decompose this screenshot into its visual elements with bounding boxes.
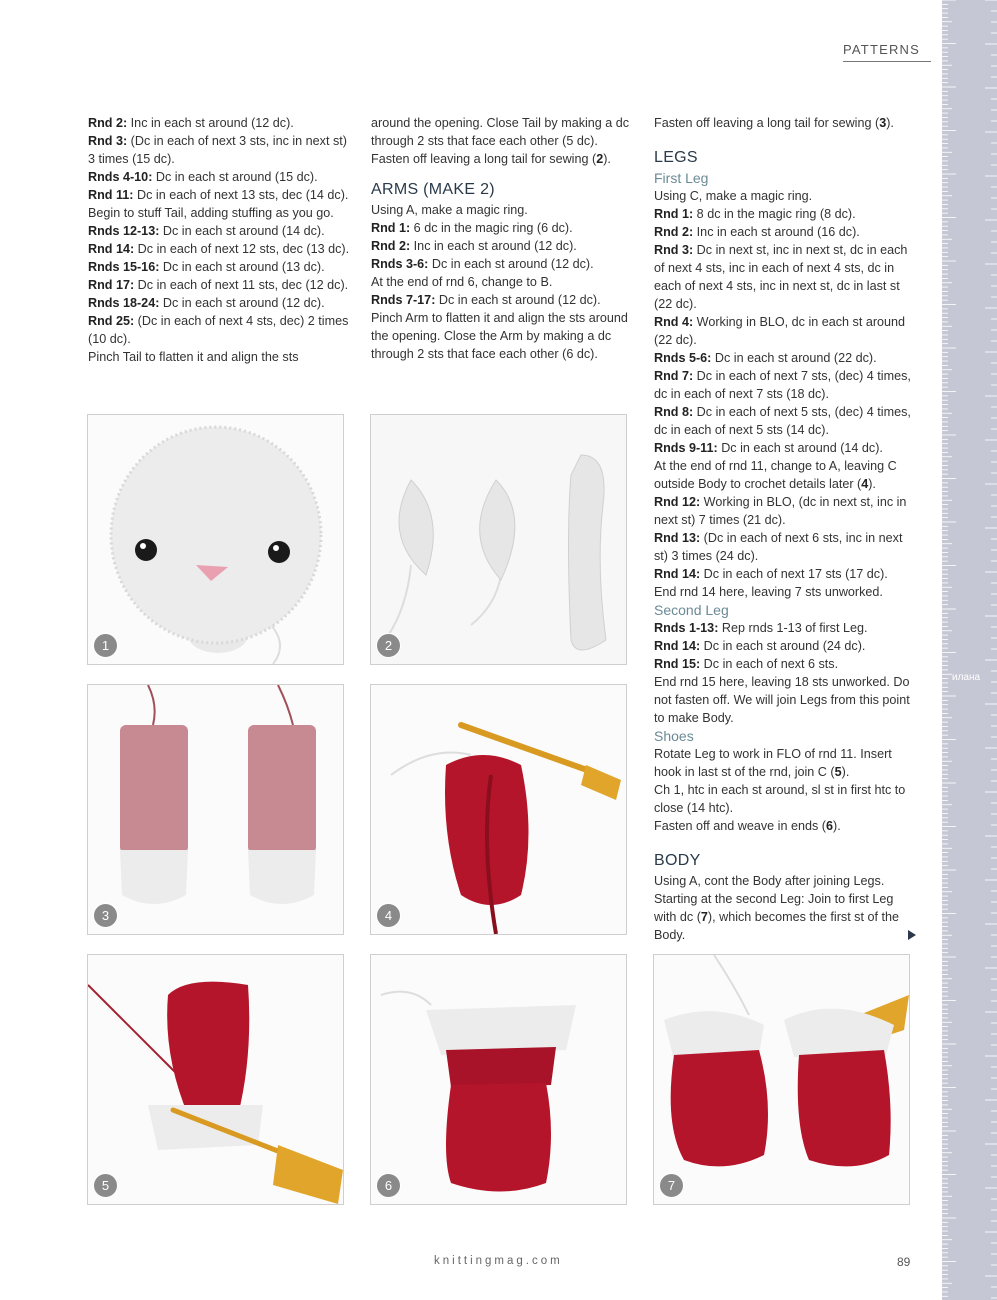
instruction-line: Rnd 14: Dc in each st around (24 dc). — [654, 639, 866, 653]
instruction-line: Rnds 5-6: Dc in each st around (22 dc). — [654, 351, 877, 365]
instruction-line: Rnds 9-11: Dc in each st around (14 dc). — [654, 441, 883, 455]
crochet-red-leg-image — [371, 685, 626, 934]
shoes-instructions — [654, 745, 916, 835]
instruction-line: Rnd 4: Working in BLO, dc in each st around (22 dc). — [654, 315, 906, 347]
second-leg-instructions — [654, 619, 916, 727]
instruction-line: Rnds 3-6: Dc in each st around (12 dc). — [371, 257, 594, 271]
photo-number: 7 — [659, 1173, 684, 1198]
instruction-line: Fasten off and weave in ends (6). — [654, 819, 841, 833]
instruction-line: Rnd 2: Inc in each st around (16 dc). — [654, 225, 860, 239]
instruction-line: Starting at the second Leg: Join to first Leg with dc (7), which becomes the first st of the Body. — [654, 890, 916, 944]
instruction-line: Rnds 7-17: Dc in each st around (12 dc). — [371, 293, 601, 307]
instruction-line: Rnd 17: Dc in each of next 11 sts, dec (12 dc). — [88, 278, 349, 292]
instruction-line: End rnd 15 here, leaving 18 sts unworked. Do not fasten off. We will join Legs from this point to make Body. — [654, 675, 910, 725]
second-leg-heading: Second Leg — [654, 602, 729, 618]
photo-number: 4 — [376, 903, 401, 928]
instruction-line: Using A, make a magic ring. — [371, 203, 528, 217]
ruler-side-text: илана — [952, 672, 981, 683]
photo-4-red-leg — [370, 684, 627, 935]
tail-fasten-text: Fasten off leaving a long tail for sewing (2). — [371, 152, 611, 166]
page-number: 89 — [897, 1255, 911, 1269]
instruction-line: Rnd 3: Dc in next st, inc in next st, dc in each of next 4 sts, inc in each of next 4 sts, dc in each of next 4 sts, inc in next st, dc in last st (22 dc). — [654, 243, 908, 311]
arms-instructions — [371, 201, 633, 363]
crochet-arms-image — [371, 415, 626, 664]
instruction-line: Rnd 25: (Dc in each of next 4 sts, dec) 2 times (10 dc). — [88, 314, 349, 346]
crochet-tails-image — [88, 685, 343, 934]
photo-5-shoe-start — [87, 954, 344, 1205]
fasten-text: Fasten off leaving a long tail for sewing (3). — [654, 116, 894, 130]
instruction-line: Rnds 18-24: Dc in each st around (12 dc). — [88, 296, 325, 310]
instruction-line: Rnd 8: Dc in each of next 5 sts, (dec) 4 times, dc in each of next 5 sts (14 dc). — [654, 405, 911, 437]
instruction-line: Rnds 15-16: Dc in each st around (13 dc). — [88, 260, 325, 274]
instruction-line: Rnd 14: Dc in each of next 17 sts (17 dc). — [654, 567, 888, 581]
instruction-line: Rnd 7: Dc in each of next 7 sts, (dec) 4 times, dc in each of next 7 sts (18 dc). — [654, 369, 911, 401]
photo-3-tails — [87, 684, 344, 935]
column-2 — [371, 114, 633, 363]
first-leg-instructions — [654, 187, 916, 601]
instruction-line: Rnds 4-10: Dc in each st around (15 dc). — [88, 170, 318, 184]
photo-number: 2 — [376, 633, 401, 658]
instruction-line: Rnd 1: 6 dc in the magic ring (6 dc). — [371, 221, 573, 235]
instruction-line: End rnd 14 here, leaving 7 sts unworked. — [654, 585, 883, 599]
legs-heading: LEGS — [654, 149, 698, 166]
body-heading: BODY — [654, 852, 701, 869]
section-header: PATTERNS — [843, 42, 921, 57]
tail-close-text: around the opening. Close Tail by making a dc through 2 sts that face each other (5 dc). — [371, 116, 630, 148]
instruction-line: Rnd 3: (Dc in each of next 3 sts, inc in next st) 3 times (15 dc). — [88, 134, 347, 166]
continue-arrow-icon — [908, 930, 916, 940]
column-3 — [654, 114, 916, 944]
arms-heading: ARMS (MAKE 2) — [371, 181, 495, 198]
instruction-line: Ch 1, htc in each st around, sl st in first htc to close (14 htc). — [654, 783, 906, 815]
footer-website: knittingmag.com — [434, 1255, 563, 1267]
column-1 — [88, 114, 350, 366]
instruction-line: Rnd 14: Dc in each of next 12 sts, dec (13 dc). — [88, 242, 350, 256]
photo-number: 3 — [93, 903, 118, 928]
instruction-line: Rnd 2: Inc in each st around (12 dc). — [371, 239, 577, 253]
instruction-line: Using A, cont the Body after joining Legs. — [654, 874, 885, 888]
photo-number: 1 — [93, 633, 118, 658]
photo-2-arms — [370, 414, 627, 665]
photo-6-finished-shoe — [370, 954, 627, 1205]
ruler-graphic — [942, 0, 997, 1300]
instruction-line: Rnds 12-13: Dc in each st around (14 dc). — [88, 224, 325, 238]
instruction-line: Rnd 2: Inc in each st around (12 dc). — [88, 116, 294, 130]
crochet-head-image — [88, 415, 343, 664]
first-leg-heading: First Leg — [654, 170, 709, 186]
crochet-two-legs-image — [654, 955, 909, 1204]
instruction-line: Rnd 11: Dc in each of next 13 sts, dec (14 dc). — [88, 188, 349, 202]
photo-1-head — [87, 414, 344, 665]
instruction-line: At the end of rnd 11, change to A, leaving C outside Body to crochet details later (4). — [654, 459, 897, 491]
instruction-line: Rnd 12: Working in BLO, (dc in next st, inc in next st) 7 times (21 dc). — [654, 495, 907, 527]
instruction-line: Rnd 1: 8 dc in the magic ring (8 dc). — [654, 207, 856, 221]
shoes-heading: Shoes — [654, 728, 694, 744]
instruction-line: Rnd 13: (Dc in each of next 6 sts, inc in next st) 3 times (24 dc). — [654, 531, 903, 563]
crochet-finished-shoe-image — [371, 955, 626, 1204]
body-instructions — [654, 872, 916, 944]
crochet-shoe-start-image — [88, 955, 343, 1204]
photo-number: 6 — [376, 1173, 401, 1198]
instruction-line: Pinch Arm to flatten it and align the sts around the opening. Close the Arm by making a dc through 2 sts that face each other (6 dc). — [371, 311, 628, 361]
instruction-line: At the end of rnd 6, change to B. — [371, 275, 553, 289]
instruction-line: Using C, make a magic ring. — [654, 189, 813, 203]
instruction-line: Begin to stuff Tail, adding stuffing as you go. — [88, 206, 334, 220]
measuring-ruler — [942, 0, 997, 1300]
photo-7-two-legs — [653, 954, 910, 1205]
instruction-line: Rnds 1-13: Rep rnds 1-13 of first Leg. — [654, 621, 868, 635]
header-rule — [843, 61, 931, 62]
instruction-line: Pinch Tail to flatten it and align the sts — [88, 350, 299, 364]
instruction-line: Rnd 15: Dc in each of next 6 sts. — [654, 657, 839, 671]
photo-number: 5 — [93, 1173, 118, 1198]
instruction-line: Rotate Leg to work in FLO of rnd 11. Insert hook in last st of the rnd, join C (5). — [654, 747, 892, 779]
